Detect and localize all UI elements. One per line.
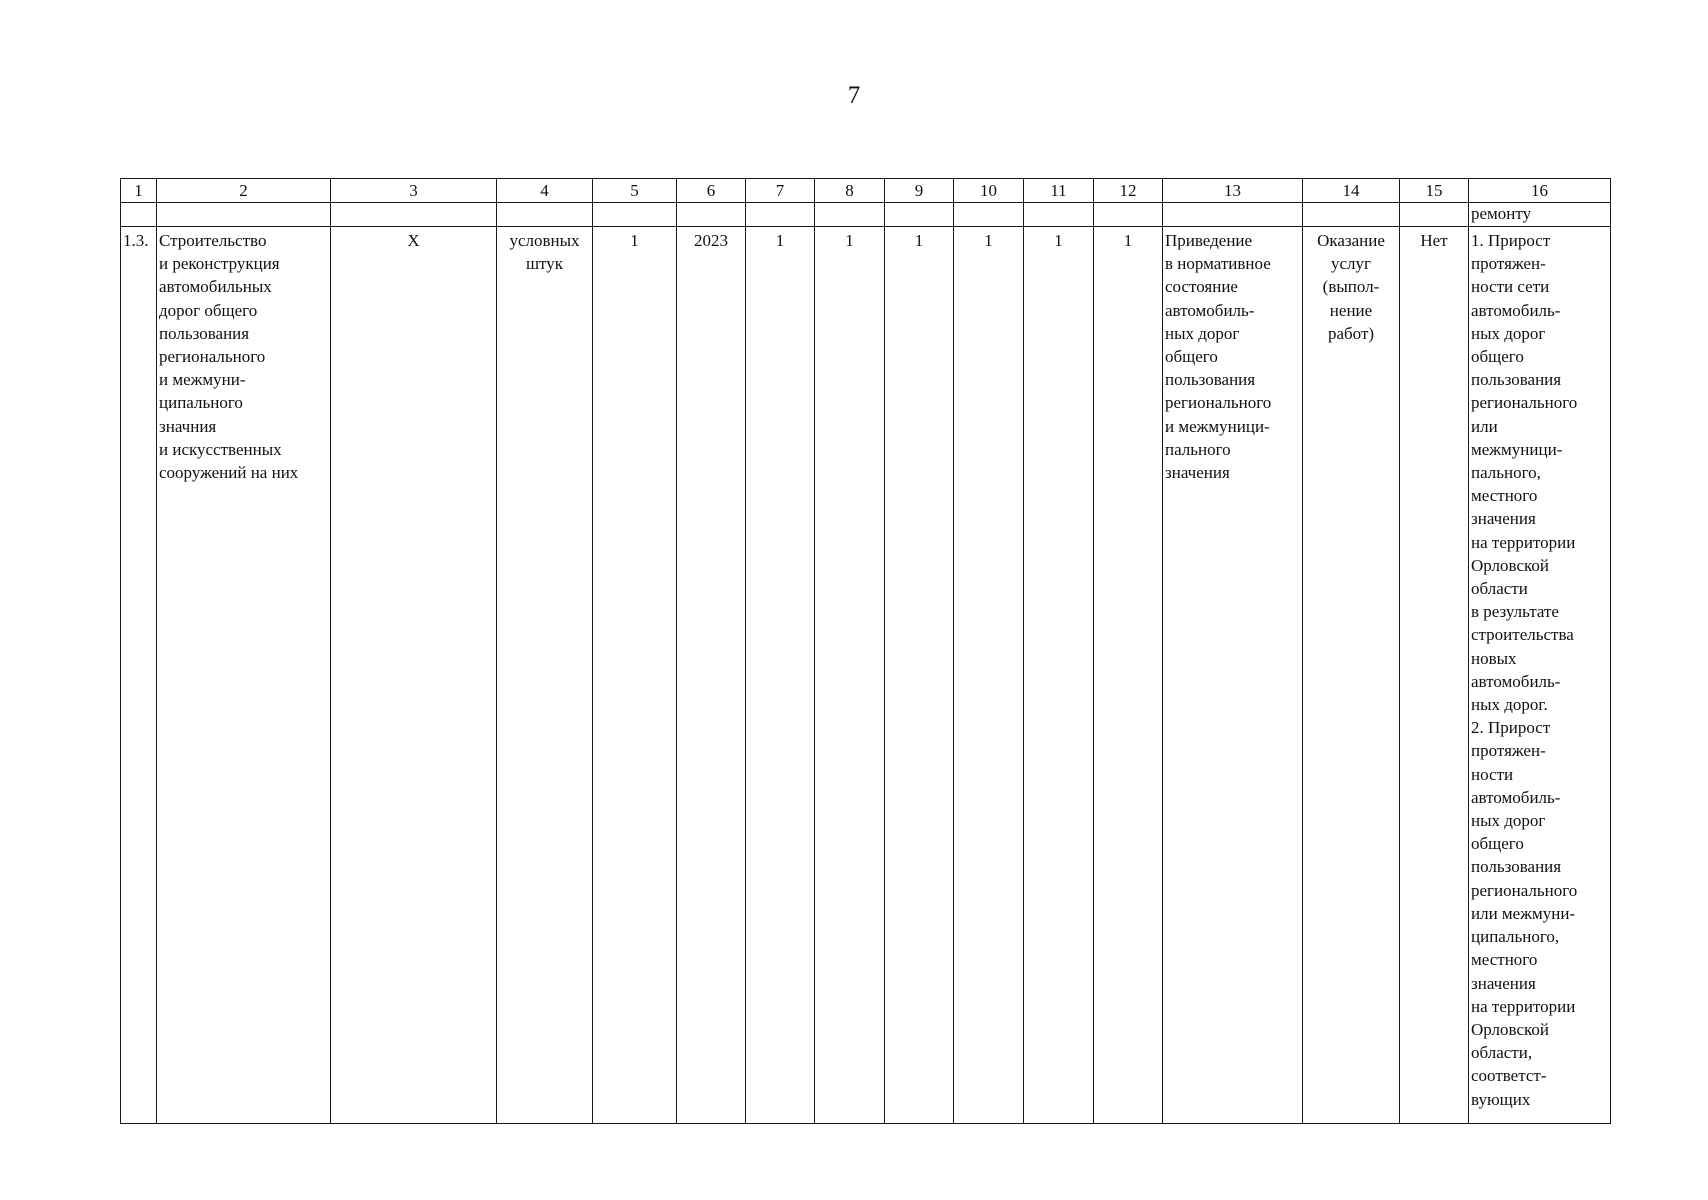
continuation-text: ремонту bbox=[1469, 203, 1611, 227]
column-number-15: 15 bbox=[1400, 179, 1469, 203]
row-number-cell: 1.3. bbox=[121, 227, 157, 1124]
col3-cell: X bbox=[331, 227, 497, 1124]
column-number-row bbox=[121, 179, 1611, 203]
column-number-16: 16 bbox=[1469, 179, 1611, 203]
result-cell: 1. Прирост протяжен- ности сети автомобиль- ных дорог общего пользования регионального или межмуници- пального, местного значения на территории Орловской области в результате строительства новых автомобиль- ных дорог. 2. Прирост протяжен- ности автомобиль- ных дорог общего пользования регионального или межмуни- ципального, местного значения на территории Орловской области, соответст- вующих bbox=[1469, 227, 1611, 1124]
year-cell: 2023 bbox=[677, 227, 746, 1124]
column-number-11: 11 bbox=[1024, 179, 1094, 203]
table-row bbox=[121, 227, 1611, 1124]
type-cell: Оказание услуг (выпол- нение работ) bbox=[1303, 227, 1400, 1124]
continuation-row bbox=[121, 203, 1611, 227]
column-number-2: 2 bbox=[157, 179, 331, 203]
column-number-9: 9 bbox=[885, 179, 954, 203]
col8-cell: 1 bbox=[815, 227, 885, 1124]
activity-name-cell: Строительство и реконструкция автомобильных дорог общего пользования регионального и межмуни- ципального значния и искусственных сооружений на них bbox=[157, 227, 331, 1124]
goal-cell: Приведение в нормативное состояние автомобиль- ных дорог общего пользования регионального и межмуници- пального значения bbox=[1163, 227, 1303, 1124]
page-number: 7 bbox=[847, 82, 861, 109]
column-number-10: 10 bbox=[954, 179, 1024, 203]
col10-cell: 1 bbox=[954, 227, 1024, 1124]
column-number-13: 13 bbox=[1163, 179, 1303, 203]
column-number-1: 1 bbox=[121, 179, 157, 203]
col7-cell: 1 bbox=[746, 227, 815, 1124]
column-number-8: 8 bbox=[815, 179, 885, 203]
column-number-12: 12 bbox=[1094, 179, 1163, 203]
column-number-7: 7 bbox=[746, 179, 815, 203]
col5-cell: 1 bbox=[593, 227, 677, 1124]
unit-cell: условных штук bbox=[497, 227, 593, 1124]
column-number-3: 3 bbox=[331, 179, 497, 203]
column-number-14: 14 bbox=[1303, 179, 1400, 203]
col11-cell: 1 bbox=[1024, 227, 1094, 1124]
col9-cell: 1 bbox=[885, 227, 954, 1124]
col15-cell: Нет bbox=[1400, 227, 1469, 1124]
column-number-6: 6 bbox=[677, 179, 746, 203]
column-number-4: 4 bbox=[497, 179, 593, 203]
col12-cell: 1 bbox=[1094, 227, 1163, 1124]
data-table bbox=[120, 178, 1611, 1124]
column-number-5: 5 bbox=[593, 179, 677, 203]
